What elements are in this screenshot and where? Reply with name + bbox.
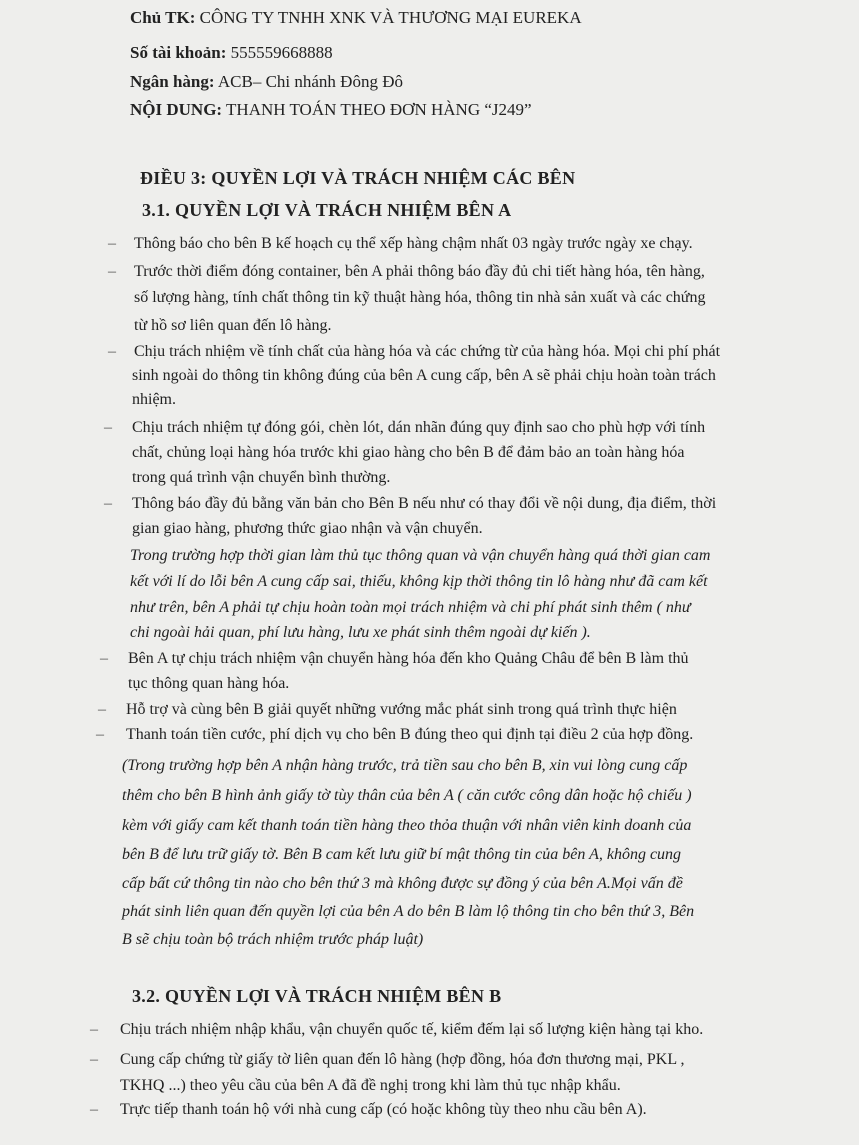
bank-value: ACB– Chi nhánh Đông Đô: [217, 72, 403, 91]
text-line: tục thông quan hàng hóa.: [128, 675, 290, 692]
text-line: Chịu trách nhiệm tự đóng gói, chèn lót, dán nhãn đúng quy định sao cho phù hợp với tính: [132, 419, 706, 436]
account-holder-line: [130, 8, 582, 28]
italic-line: kèm với giấy cam kết thanh toán tiền hàng theo thỏa thuận với nhân viên kinh doanh của: [122, 817, 692, 834]
account-holder-value: CÔNG TY TNHH XNK VÀ THƯƠNG MẠI EUREKA: [199, 8, 582, 27]
text-line: chất, chủng loại hàng hóa trước khi giao hàng cho bên B để đảm bảo an toàn hàng hóa: [132, 444, 685, 461]
bullet-dash: –: [96, 726, 104, 743]
content-value: THANH TOÁN THEO ĐƠN HÀNG “J249”: [226, 100, 532, 119]
bullet-dash: –: [104, 419, 112, 436]
text-line: sinh ngoài do thông tin không đúng của bên A cung cấp, bên A sẽ phải chịu hoàn toàn trách: [132, 367, 716, 384]
text-line: Trực tiếp thanh toán hộ với nhà cung cấp (có hoặc không tùy theo nhu cầu bên A).: [120, 1101, 647, 1118]
bullet-dash: –: [108, 263, 116, 280]
text-line: Bên A tự chịu trách nhiệm vận chuyển hàng hóa đến kho Quảng Châu để bên B làm thủ: [128, 650, 689, 667]
text-line: Trước thời điểm đóng container, bên A phải thông báo đầy đủ chi tiết hàng hóa, tên hàng,: [134, 263, 705, 280]
content-label: NỘI DUNG:: [130, 100, 223, 119]
account-holder-label: Chủ TK:: [130, 8, 196, 27]
bullet-dash: –: [98, 701, 106, 718]
text-line: nhiệm.: [132, 391, 176, 408]
text-line: Thông báo đầy đủ bằng văn bản cho Bên B nếu như có thay đổi về nội dung, địa điểm, thời: [132, 495, 717, 512]
content-line: [130, 100, 532, 120]
bank-line: [130, 72, 403, 92]
text-line: Chịu trách nhiệm nhập khẩu, vận chuyển quốc tế, kiểm đếm lại số lượng kiện hàng tại kho.: [120, 1021, 704, 1038]
bullet-dash: –: [108, 343, 116, 360]
text-line: trong quá trình vận chuyển bình thường.: [132, 469, 391, 486]
italic-line: (Trong trường hợp bên A nhận hàng trước, trả tiền sau cho bên B, xin vui lòng cung cấp: [122, 757, 688, 774]
bank-label: Ngân hàng:: [130, 72, 215, 91]
bullet-dash: –: [104, 495, 112, 512]
italic-line: Trong trường hợp thời gian làm thủ tục thông quan và vận chuyển hàng quá thời gian cam: [130, 547, 711, 564]
text-line: Cung cấp chứng từ giấy tờ liên quan đến lô hàng (hợp đồng, hóa đơn thương mại, PKL ,: [120, 1051, 685, 1068]
section-b-title: 3.2. QUYỀN LỢI VÀ TRÁCH NHIỆM BÊN B: [132, 986, 502, 1006]
account-number-value: 555559668888: [230, 43, 333, 62]
bullet-dash: –: [90, 1021, 98, 1038]
italic-line: bên B để lưu trữ giấy tờ. Bên B cam kết lưu giữ bí mật thông tin của bên A, không cung: [122, 846, 682, 863]
text-line: TKHQ ...) theo yêu cầu của bên A đã đề nghị trong khi làm thủ tục nhập khẩu.: [120, 1077, 621, 1094]
italic-line: phát sinh liên quan đến quyền lợi của bên A do bên B làm lộ thông tin cho bên thứ 3, Bên: [122, 903, 695, 920]
account-number-label: Số tài khoản:: [130, 43, 227, 62]
text-line: Hỗ trợ và cùng bên B giải quyết những vướng mắc phát sinh trong quá trình thực hiện: [126, 701, 677, 718]
text-line: số lượng hàng, tính chất thông tin kỹ thuật hàng hóa, thông tin nhà sản xuất và các chứng: [134, 289, 706, 306]
text-line: gian giao hàng, phương thức giao nhận và vận chuyển.: [132, 520, 483, 537]
italic-line: như trên, bên A phải tự chịu hoàn toàn mọi trách nhiệm và chi phí phát sinh thêm ( như: [130, 599, 691, 616]
italic-line: thêm cho bên B hình ảnh giấy tờ tùy thân của bên A ( căn cước công dân hoặc hộ chiếu ): [122, 787, 692, 804]
bullet-dash: –: [108, 235, 116, 252]
italic-line: B sẽ chịu toàn bộ trách nhiệm trước pháp luật): [122, 931, 424, 948]
bullet-dash: –: [100, 650, 108, 667]
text-line: Chịu trách nhiệm về tính chất của hàng hóa và các chứng từ của hàng hóa. Mọi chi phí phát: [134, 343, 721, 360]
italic-line: chi ngoài hải quan, phí lưu hàng, lưu xe phát sinh thêm ngoài dự kiến ).: [130, 624, 591, 641]
account-number-line: [130, 43, 333, 63]
text-line: Thông báo cho bên B kế hoạch cụ thể xếp hàng chậm nhất 03 ngày trước ngày xe chạy.: [134, 235, 693, 252]
italic-line: kết với lí do lỗi bên A cung cấp sai, thiếu, không kịp thời thông tin lô hàng như đã cam kết: [130, 573, 708, 590]
bullet-dash: –: [90, 1101, 98, 1118]
italic-line: cấp bất cứ thông tin nào cho bên thứ 3 mà không được sự đồng ý của bên A.Mọi vấn đề: [122, 875, 683, 892]
article-title: ĐIỀU 3: QUYỀN LỢI VÀ TRÁCH NHIỆM CÁC BÊN: [140, 168, 576, 188]
section-a-title: 3.1. QUYỀN LỢI VÀ TRÁCH NHIỆM BÊN A: [142, 200, 512, 220]
text-line: Thanh toán tiền cước, phí dịch vụ cho bên B đúng theo qui định tại điều 2 của hợp đồng.: [126, 726, 694, 743]
text-line: từ hồ sơ liên quan đến lô hàng.: [134, 317, 332, 334]
bullet-dash: –: [90, 1051, 98, 1068]
